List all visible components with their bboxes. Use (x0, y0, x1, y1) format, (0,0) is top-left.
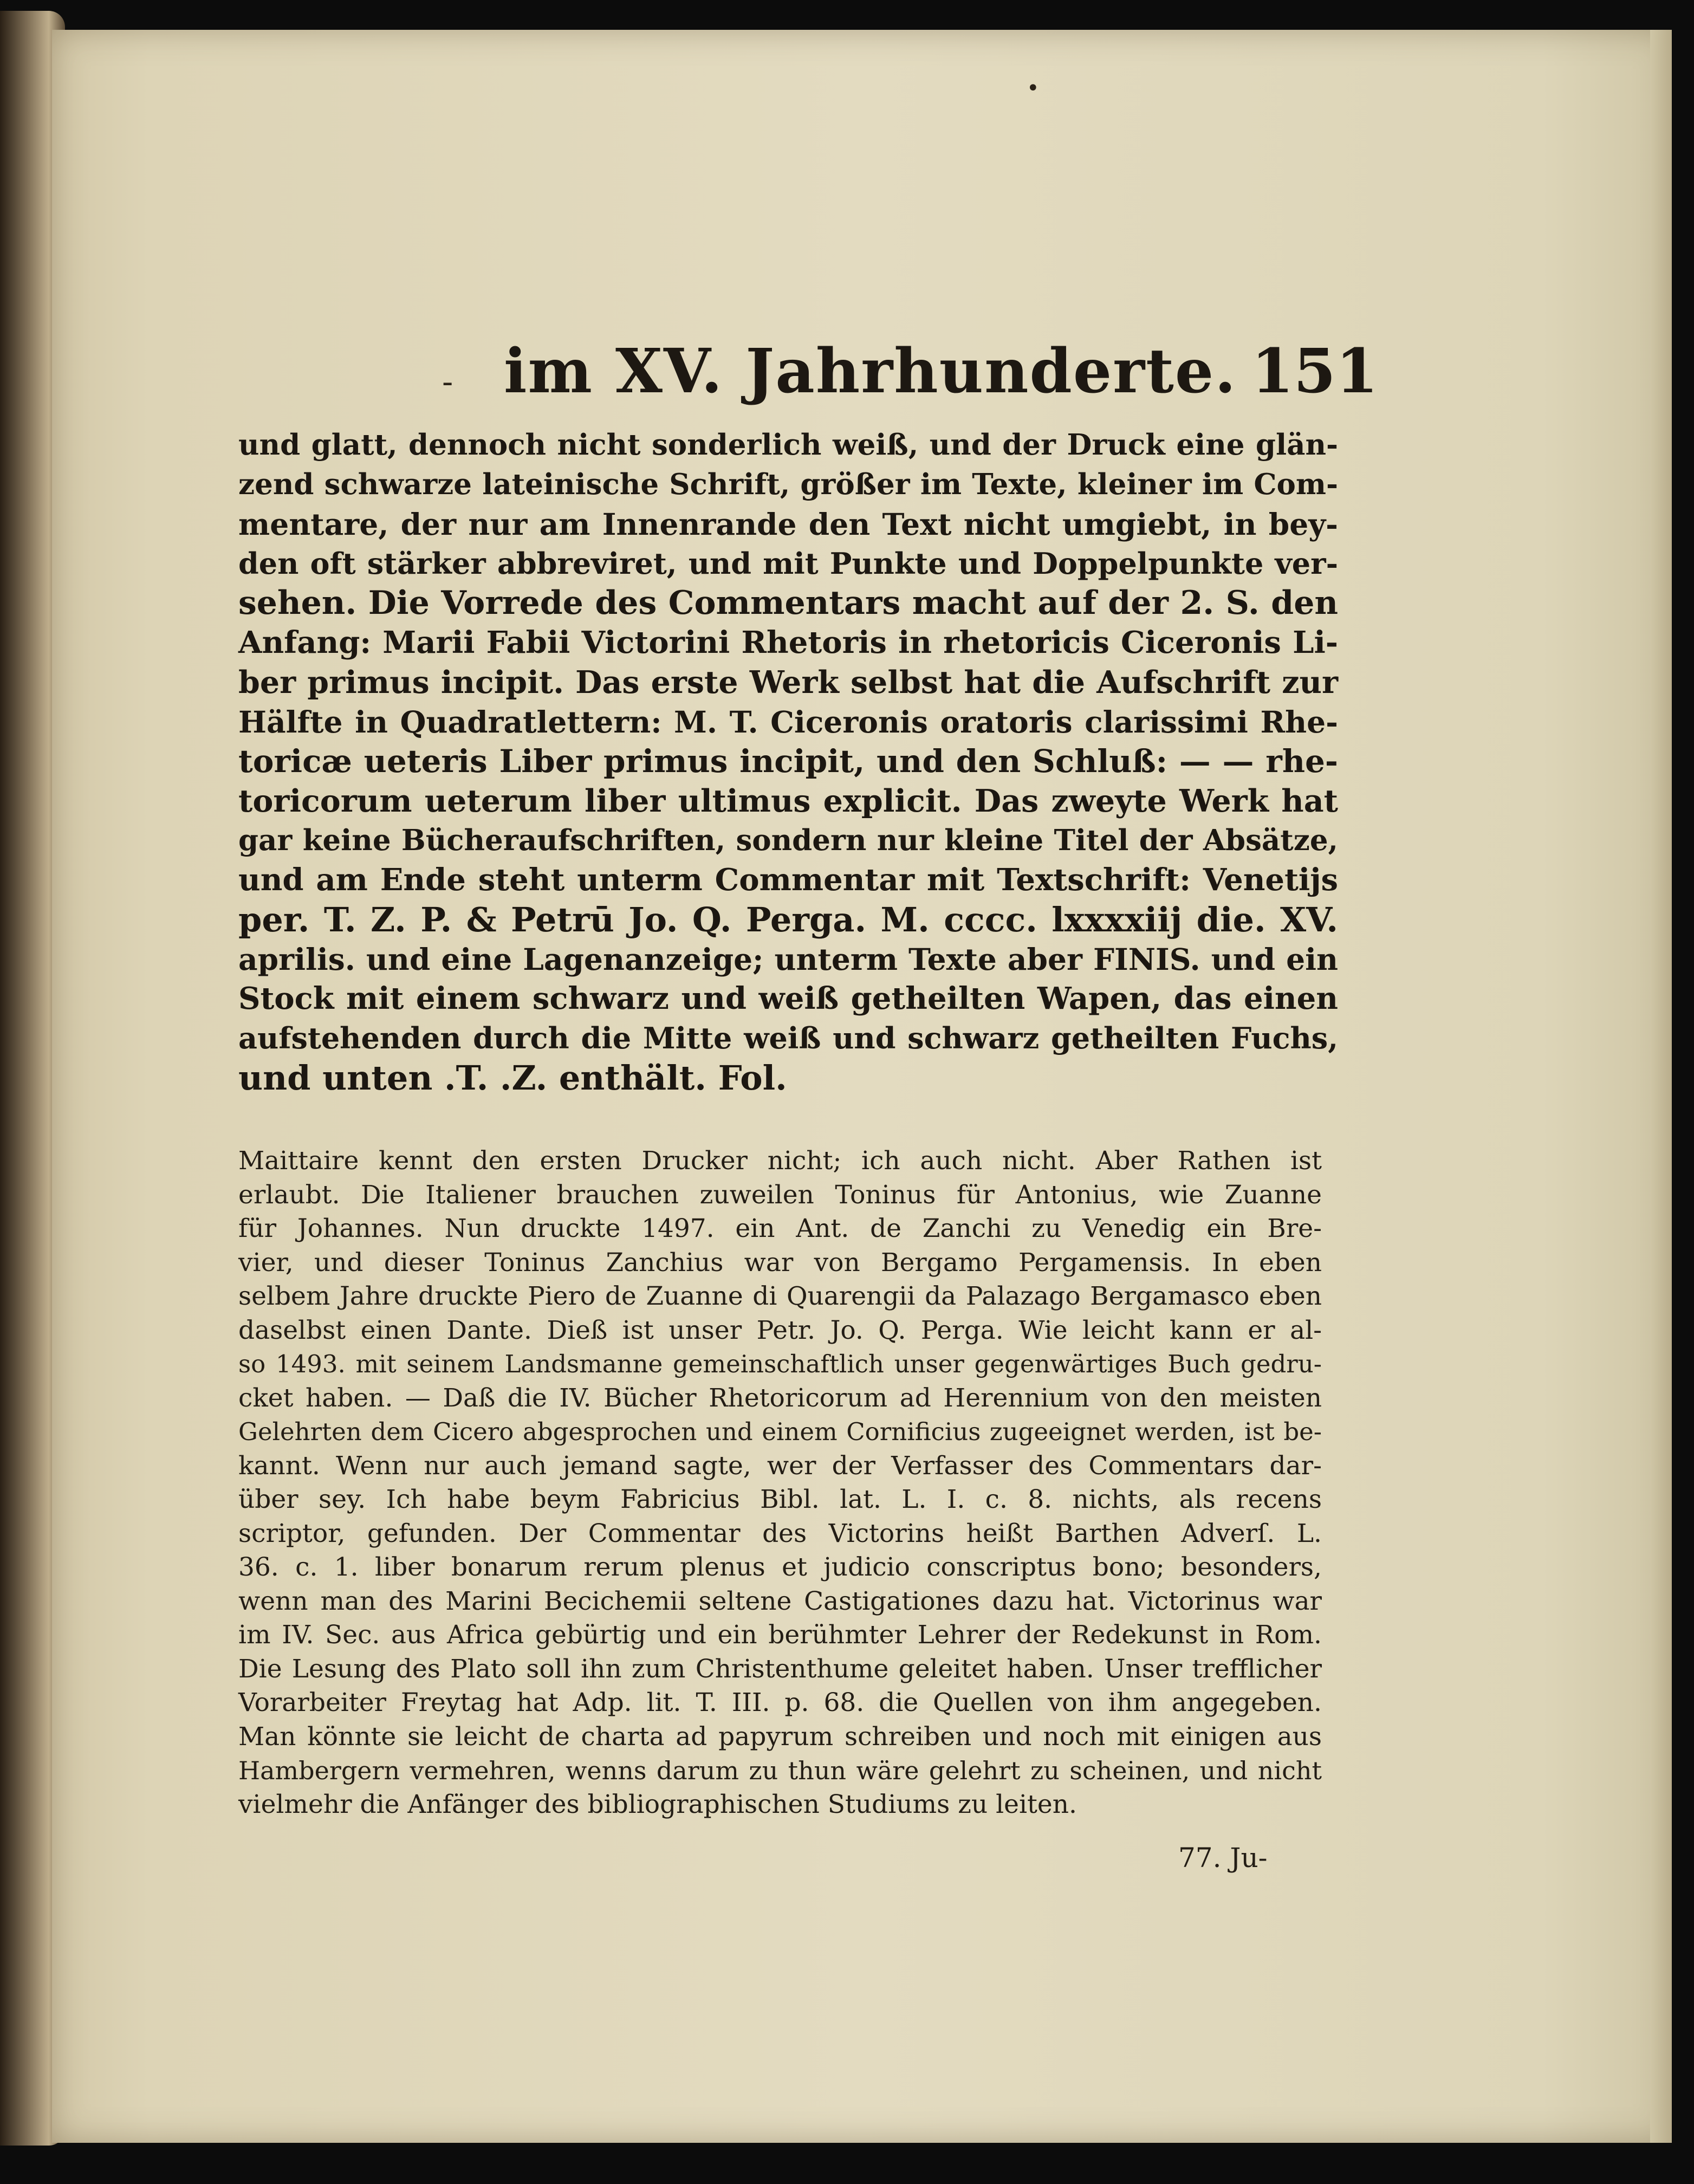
page-number: 151 (1251, 336, 1378, 407)
footnote-line: vielmehr die Anfänger des bibliographischen Studiums zu leiten. (238, 1789, 1077, 1819)
footnote-line: Man könnte sie leicht de charta ad papyrum schreiben und noch mit einigen aus (238, 1721, 1322, 1752)
text-line: per. T. Z. P. & Petrū Jo. Q. Perga. M. cccc. lxxxxiij die. XV. (238, 900, 1338, 939)
footnote-line: kannt. Wenn nur auch jemand sagte, wer der Verfasser des Commentars dar- (238, 1450, 1322, 1481)
text-line: ber primus incipit. Das erste Werk selbst hat die Aufschrift zur (238, 664, 1338, 701)
footnote-line: Vorarbeiter Freytag hat Adp. lit. T. III. p. 68. die Quellen von ihm angegeben. (238, 1688, 1322, 1718)
footnote-line: so 1493. mit seinem Landsmanne gemeinschaftlich unser gegenwärtiges Buch gedru- (238, 1350, 1322, 1378)
ink-speck: • (1027, 76, 1040, 101)
footnote-line: daselbst einen Dante. Dieß ist unser Petr. Jo. Q. Perga. Wie leicht kann er al- (238, 1315, 1322, 1345)
text-line: den oft stärker abbreviret, und mit Punkte und Doppelpunkte ver- (238, 546, 1338, 581)
text-line: toricæ ueteris Liber primus incipit, und den Schluß: — — rhe- (238, 743, 1338, 780)
text-line: und glatt, dennoch nicht sonderlich weiß, und der Druck eine glän- (238, 428, 1338, 462)
text-line: Stock mit einem schwarz und weiß getheilten Wapen, das einen (238, 981, 1338, 1016)
footnote-line: wenn man des Marini Becichemii seltene Castigationes dazu hat. Victorinus war (238, 1586, 1322, 1616)
footnote-line: selbem Jahre druckte Piero de Zuanne di Quarengii da Palazago Bergamasco eben (238, 1281, 1322, 1311)
page-edge (1650, 30, 1672, 2143)
text-line: zend schwarze lateinische Schrift, größer im Texte, kleiner im Com- (238, 468, 1338, 501)
footnote-line: über sey. Ich habe beym Fabricius Bibl. lat. L. I. c. 8. nichts, als recens (238, 1485, 1322, 1514)
text-line: gar keine Bücheraufschriften, sondern nur kleine Titel der Absätze, (238, 824, 1338, 857)
footnote-line: Maittaire kennt den ersten Drucker nicht; ich auch nicht. Aber Rathen ist (238, 1146, 1322, 1176)
footnote-line: für Johannes. Nun druckte 1497. ein Ant. de Zanchi zu Venedig ein Bre- (238, 1214, 1322, 1243)
text-line: Hälfte in Quadratlettern: M. T. Ciceronis oratoris clarissimi Rhe- (238, 704, 1338, 740)
text-line: und am Ende steht unterm Commentar mit Textschrift: Venetijs (238, 862, 1338, 898)
footnote-line: Hambergern vermehren, wenns darum zu thun wäre gelehrt zu scheinen, und nicht (238, 1756, 1322, 1785)
footnote-line: scriptor, gefunden. Der Commentar des Victorins heißt Barthen Adverſ. L. (238, 1518, 1322, 1548)
main-text-block (238, 425, 1338, 1098)
catchword: 77. Ju- (1178, 1842, 1268, 1874)
text-line: sehen. Die Vorrede des Commentars macht auf der 2. S. den (238, 584, 1338, 622)
header-dash: - (442, 363, 453, 401)
text-line: Anfang: Marii Fabii Victorini Rhetoris in rhetoricis Ciceronis Li- (238, 625, 1338, 660)
text-line: aprilis. und eine Lagenanzeige; unterm Texte aber FINIS. und ein (238, 942, 1338, 977)
footnote-line: cket haben. — Daß die IV. Bücher Rhetoricorum ad Herennium von den meisten (238, 1383, 1322, 1413)
footnote-line: Die Lesung des Plato soll ihn zum Christenthume geleitet haben. Unser trefflicher (238, 1654, 1322, 1684)
text-line: mentare, der nur am Innenrande den Text nicht umgiebt, in bey- (238, 507, 1338, 542)
footnote-line: erlaubt. Die Italiener brauchen zuweilen Toninus für Antonius, wie Zuanne (238, 1180, 1322, 1210)
text-line: toricorum ueterum liber ultimus explicit. Das zweyte Werk hat (238, 783, 1338, 819)
footnote-line: vier, und dieser Toninus Zanchius war von Bergamo Pergamensis. In eben (238, 1247, 1322, 1278)
text-line: aufstehenden durch die Mitte weiß und schwarz getheilten Fuchs, (238, 1021, 1338, 1055)
footnote-line: im IV. Sec. aus Africa gebürtig und ein berühmter Lehrer der Redekunst in Rom. (238, 1620, 1322, 1650)
footnote-line: Gelehrten dem Cicero abgesprochen und einem Cornificius zugeeignet werden, ist be- (238, 1417, 1322, 1446)
footnote-block (238, 1144, 1322, 1822)
text-line: und unten .T. .Z. enthält. Fol. (238, 1058, 787, 1098)
footnote-line: 36. c. 1. liber bonarum rerum plenus et judicio conscriptus bono; besonders, (238, 1552, 1322, 1582)
running-title: im XV. Jahrhunderte. (504, 336, 1237, 407)
